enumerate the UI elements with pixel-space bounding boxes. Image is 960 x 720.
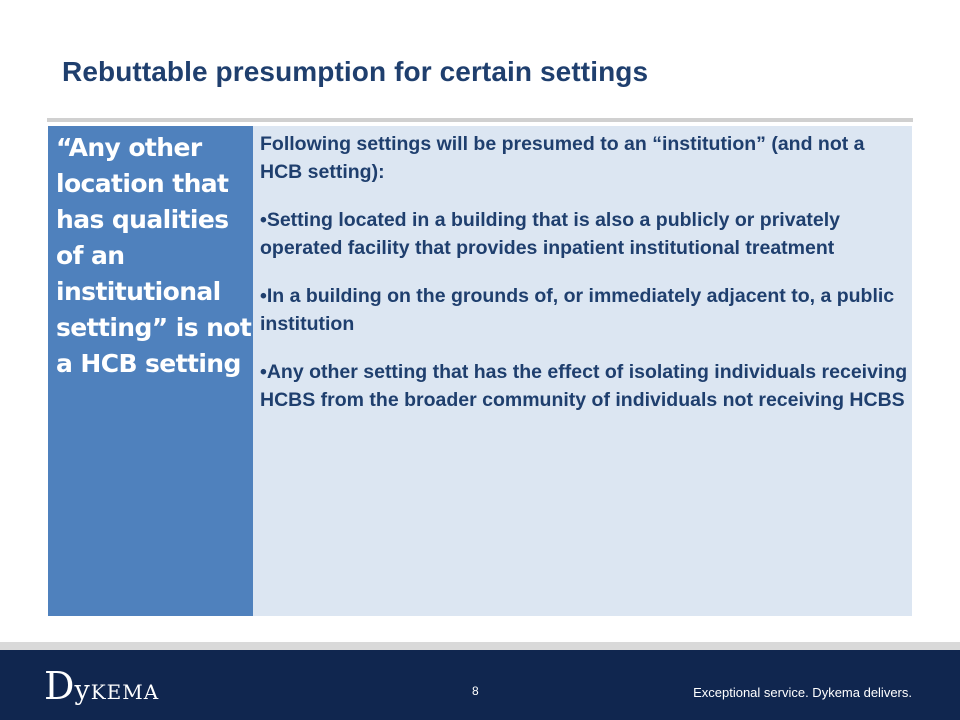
bullet-item: •In a building on the grounds of, or immediately adjacent to, a public institution xyxy=(260,285,895,335)
right-panel-text xyxy=(260,130,908,434)
left-panel xyxy=(48,126,253,616)
footer-divider xyxy=(0,642,960,650)
logo-letter-y: y xyxy=(74,675,91,706)
footer-tagline: Exceptional service. Dykema delivers. xyxy=(693,685,912,700)
right-panel xyxy=(253,126,912,616)
bullet-item: •Setting located in a building that is also a publicly or privately operated facility that provides inpatient institutional treatment xyxy=(260,209,841,259)
content-table xyxy=(48,126,912,616)
dykema-logo xyxy=(44,664,174,708)
intro-text: Following settings will be presumed to an “institution” (and not a HCB setting): xyxy=(260,133,865,183)
slide-title: Rebuttable presumption for certain settings xyxy=(62,56,649,87)
footer xyxy=(0,650,960,720)
left-panel-text: “Any other location that has qualities of an institutional setting” is not a HCB setting xyxy=(56,133,252,378)
page-number: 8 xyxy=(472,684,479,698)
logo-letters-kema: KEMA xyxy=(90,680,160,704)
title-divider xyxy=(47,118,913,122)
logo-letter-d: D xyxy=(44,664,75,708)
bullet-item: •Any other setting that has the effect of isolating individuals receiving HCBS from the broader community of individuals not receiving HCBS xyxy=(260,361,908,411)
